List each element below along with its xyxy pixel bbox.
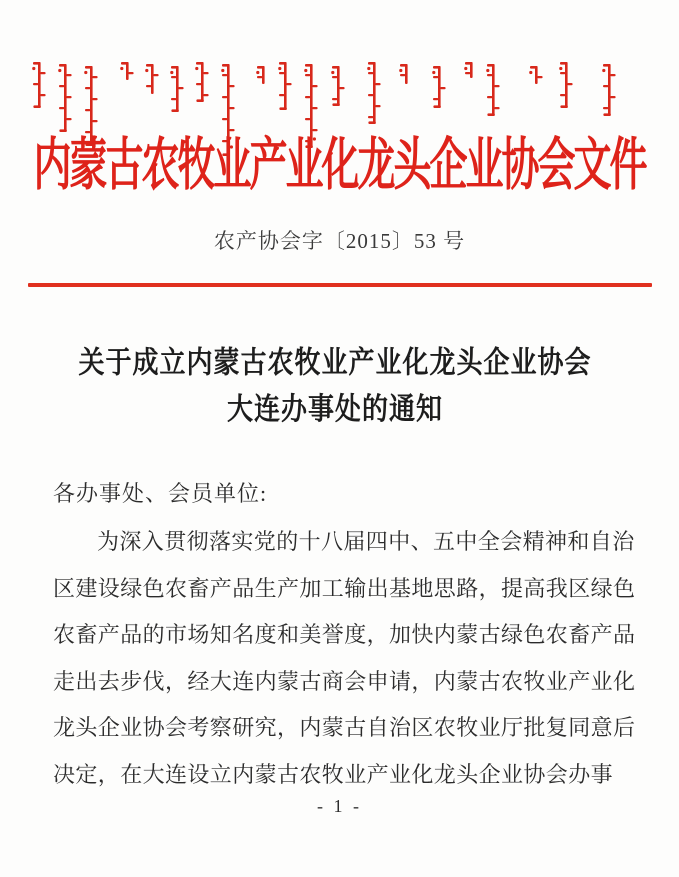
paragraph-line: 决定，在大连设立内蒙古农牧业产业化龙头企业协会办事 bbox=[53, 761, 614, 787]
paragraph-line: 为深入贯彻落实党的十八届四中、五中全会精神和自治 bbox=[97, 529, 635, 554]
org-title: 内蒙古农牧业产业化龙头企业协会文件 bbox=[33, 134, 646, 198]
doc-title-line1: 关于成立内蒙古农牧业产业化龙头企业协会 bbox=[78, 345, 592, 380]
red-rule-divider bbox=[28, 283, 652, 287]
doc-number: 农产协会字〔2015〕53 号 bbox=[213, 229, 466, 253]
page-number: - 1 - bbox=[317, 796, 362, 816]
paragraph-line: 走出去步伐，经大连内蒙古商会申请，内蒙古农牧业产业化 bbox=[53, 668, 636, 694]
paragraph-line: 龙头企业协会考察研究，内蒙古自治区农牧业厅批复同意后 bbox=[53, 715, 636, 741]
paragraph-line: 农畜产品的市场知名度和美誉度，加快内蒙古绿色农畜产品 bbox=[53, 622, 636, 648]
salutation: 各办事处、会员单位: bbox=[53, 481, 268, 506]
doc-title bbox=[40, 340, 630, 433]
paragraph-line: 区建设绿色农畜产品生产加工输出基地思路，提高我区绿色 bbox=[53, 575, 636, 601]
body-paragraph bbox=[53, 519, 636, 799]
doc-title-line2: 大连办事处的通知 bbox=[226, 392, 443, 426]
